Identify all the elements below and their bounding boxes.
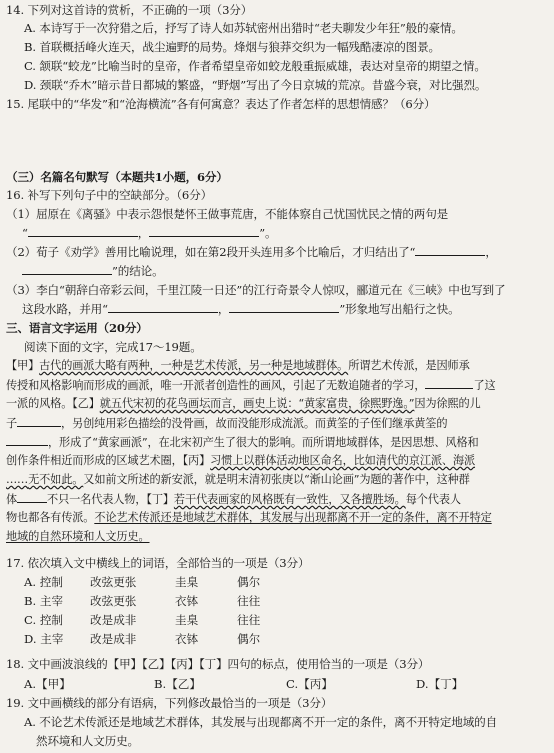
marker-yi: 一派的风格。【乙】 (6, 397, 100, 410)
passage-line-9 (6, 511, 492, 525)
option-word: 往往 (237, 613, 261, 627)
passage-text: 体 (6, 493, 18, 506)
passage-line-2 (6, 378, 496, 393)
passage-line-10 (6, 530, 150, 544)
section-dictation-title: （三）名篇名句默写（本题共1小题，6分） (6, 170, 228, 184)
blank-4 (22, 264, 112, 275)
option-label: D. 主宰 (24, 632, 64, 646)
option-word: 改是成非 (90, 613, 137, 627)
blank-2 (149, 226, 259, 237)
passage-text: 所谓艺术传派，是因师承 (348, 359, 470, 372)
passage-text: ，另创纯用彩色描绘的没骨画，故而没能形成流派。而黄筌的子侄们继承黄筌的 (61, 417, 448, 430)
q16-item3-lead: 这段水路，并用“ (22, 302, 108, 316)
q16-item2-tail: ”的结论。 (112, 264, 164, 278)
passage-line-1 (6, 359, 470, 373)
q16-item2-line1 (6, 245, 497, 259)
blank-17-4 (17, 492, 47, 503)
q17-option-d (24, 632, 324, 646)
q16-item3-line2 (22, 302, 460, 316)
q16-item2-prompt: （2）荀子《劝学》善用比喻说理，如在第2段开头连用多个比喻后，才归结出了“ (6, 245, 416, 259)
option-word: 圭臬 (175, 575, 199, 589)
passage-text: 了这 (473, 379, 496, 392)
q17-option-c (24, 613, 324, 627)
q17-stem: 17. 依次填入文中横线上的词语，全部恰当的一项是（3分） (6, 556, 310, 570)
q16-item3-prompt: （3）李白“朝辞白帝彩云间，千里江陵一日还”的江行奇景令人惊叹，郦道元在《三峡》中也写到了 (6, 283, 506, 297)
q19-option-a-line1: A. 不论艺术传派还是地域艺术群体，其发展与出现都离不开一定的条件，离不开特定地域的自 (24, 715, 498, 729)
passage-text: 创作条件相近而形成的区域艺术圈，【丙】 (6, 454, 211, 467)
blank-17-3 (6, 435, 48, 446)
passage-line-7 (6, 473, 470, 487)
q19-stem: 19. 文中画横线的部分有语病，下列修改最恰当的一项是（3分） (6, 696, 333, 710)
close-quote: ”。 (259, 226, 277, 240)
marker-jia: 【甲】 (6, 359, 40, 372)
option-word: 往往 (237, 594, 261, 608)
option-label: C. 控制 (24, 613, 64, 627)
passage-text: 子 (6, 417, 18, 430)
option-word: 偶尔 (237, 632, 261, 646)
q14-option-c: C. 颔联“蛟龙”比喻当时的皇帝，作者希望皇帝如蛟龙般重振威雄，表达对皇帝的期望之情。 (24, 59, 486, 73)
passage-line-5 (6, 435, 479, 450)
q14-option-d: D. 颈联“乔木”暗示昔日都城的繁盛，“野烟”写出了今日京城的荒凉。昔盛今衰，对比强烈。 (24, 78, 487, 92)
q16-item1-prompt: （1）屈原在《离骚》中表示怨恨楚怀王做事荒唐，不能体察自己忧国忧民之情的两句是 (6, 207, 449, 221)
q17-option-b (24, 594, 324, 608)
wavy-sentence-jia: 古代的画派大略有两种，一种是艺术传派，另一种是地域群体。 (39, 359, 349, 372)
passage-intro: 阅读下面的文字，完成17～19题。 (24, 340, 202, 354)
q17-option-a (24, 575, 324, 589)
option-word: 衣钵 (175, 632, 199, 646)
passage-line-8 (6, 492, 461, 507)
option-word: 圭臬 (175, 613, 199, 627)
option-word: 改是成非 (90, 632, 137, 646)
comma: ， (137, 226, 150, 240)
q18-option-b: B.【乙】 (154, 677, 201, 691)
option-word: 衣钵 (175, 594, 199, 608)
passage-text: 因为徐熙的儿 (414, 397, 481, 410)
blank-17-2 (17, 416, 61, 427)
passage-text: ，形成了“黄家画派”，在北宋初产生了很大的影响。而所谓地域群体，是因思想、风格和 (48, 436, 479, 449)
q16-stem: 16. 补写下列句子中的空缺部分。（6分） (6, 188, 213, 202)
q15-stem: 15. 尾联中的“华发”和“沧海横流”各有何寓意？表达了作者怎样的思想情感？（6分） (6, 97, 436, 111)
q16-item1-answer-line (22, 226, 276, 240)
wavy-sentence-bing-end: 无不如此。 (28, 473, 84, 486)
passage-text: 物也都各有传派。 (6, 511, 95, 524)
option-label: B. 主宰 (24, 594, 64, 608)
open-quote: “ (22, 226, 28, 240)
comma: ， (217, 302, 230, 316)
blank-5 (108, 302, 218, 313)
comma: ， (485, 245, 497, 259)
q14-option-b: B. 首联概括峰火连天，战尘遍野的局势。烽烟与狼莽交织为一幅残酷凄凉的图景。 (24, 40, 440, 54)
passage-text: 又如前文所述的新安派，就是明末清初张庚以“渐山论画”为题的著作中，这种群 (83, 473, 470, 486)
wavy-sentence-yi: 就五代宋初的花鸟画坛而言，画史上说：“黄家富贵，徐熙野逸。” (99, 397, 415, 410)
option-word: 偶尔 (237, 575, 261, 589)
q16-item2-line2 (22, 264, 164, 278)
wavy-sentence-bing: 习惯上以群体活动地区命名，比如清代的京江派、海派 (210, 454, 476, 467)
passage-line-3 (6, 397, 481, 411)
section-language-title: 三、语言文字运用（20分） (6, 321, 148, 335)
q18-options (24, 677, 524, 691)
passage-text: 传授和风格影响而形成的画派，唯一开派者创造性的画风，引起了无数追随者的学习， (6, 379, 426, 392)
option-word: 改弦更张 (90, 575, 137, 589)
underlined-sentence: 不论艺术传派还是地域艺术群体，其发展与出现都离不开一定的条件，离不开特定 (94, 511, 492, 524)
wavy-sentence-ding: 若干代表画家的风格既有一致性，又各擅胜场。 (173, 493, 406, 506)
q18-option-d: D.【丁】 (416, 677, 464, 691)
passage-line-6 (6, 454, 475, 468)
q16-item3-tail: ”形象地写出船行之快。 (339, 302, 460, 316)
q14-stem: 14. 下列对这首诗的赏析，不正确的一项（3分） (6, 3, 253, 17)
option-label: A. 控制 (24, 575, 63, 589)
q18-option-a: A.【甲】 (24, 677, 71, 691)
blank-1 (28, 226, 138, 237)
q14-option-a: A. 本诗写于一次狩猎之后，抒写了诗人如苏轼密州出猎时“老夫聊发少年狂”般的豪情。 (24, 21, 463, 35)
passage-text: 不只一名代表人物，【丁】 (47, 493, 174, 506)
wavy-sentence-bing-cont: …… (6, 473, 29, 486)
q18-stem: 18. 文中画波浪线的【甲】【乙】【丙】【丁】四句的标点，使用恰当的一项是（3分） (6, 657, 430, 671)
q19-option-a-line2: 然环境和人文历史。 (36, 734, 139, 748)
q18-option-c: C.【丙】 (286, 677, 333, 691)
option-word: 改弦更张 (90, 594, 137, 608)
passage-text: 每个代表人 (405, 493, 461, 506)
blank-6 (229, 302, 339, 313)
passage-line-4 (6, 416, 447, 431)
blank-17-1 (425, 378, 473, 389)
blank-3 (415, 245, 485, 256)
underlined-sentence-end: 地域的自然环境和人文历史。 (6, 530, 150, 543)
